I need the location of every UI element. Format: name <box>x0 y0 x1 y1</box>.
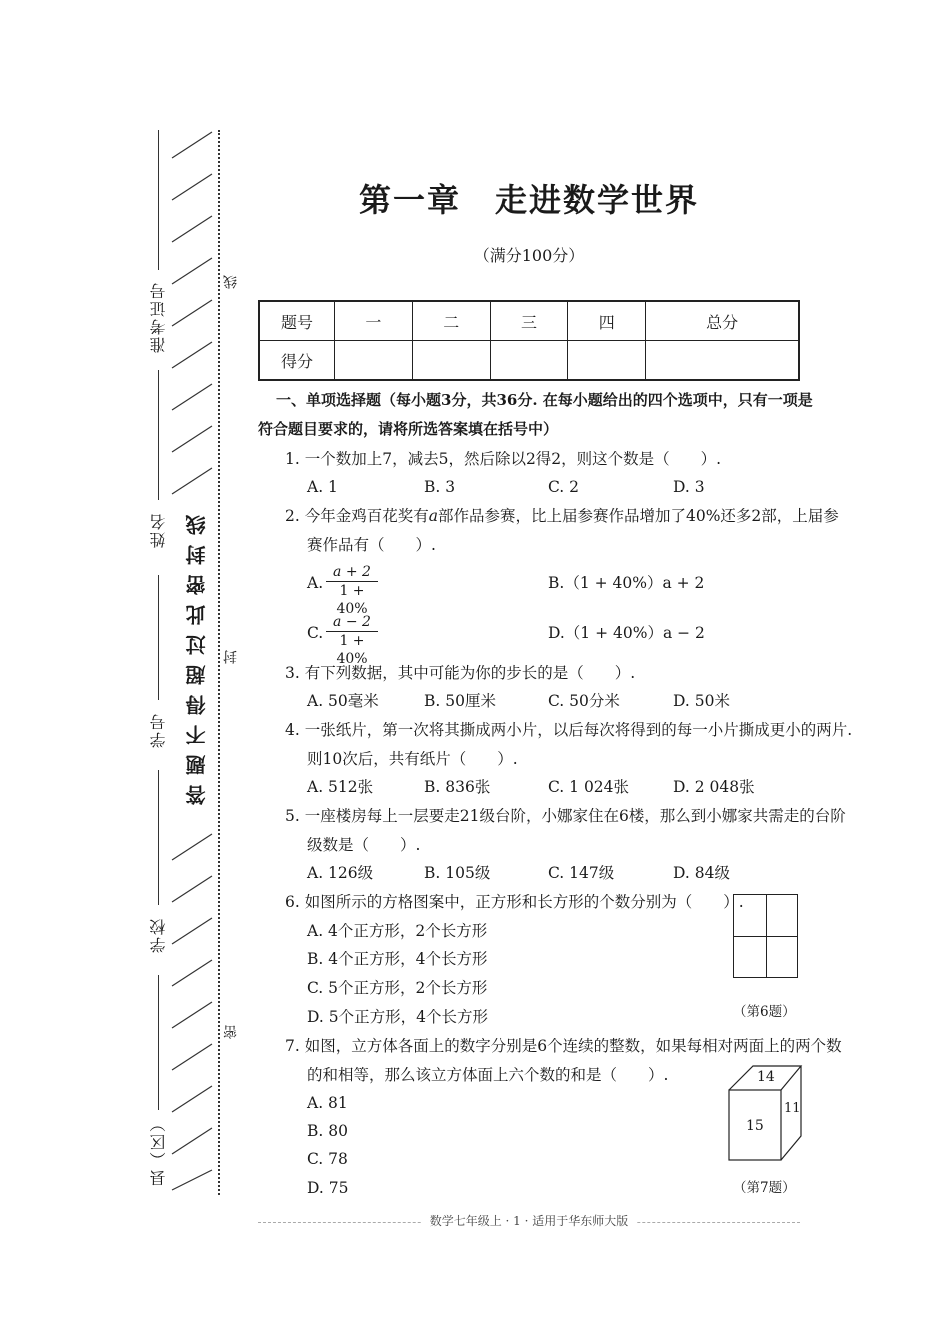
question-4: 4. 一张纸片，第一次将其撕成两小片，以后每次将得到的每一小片撕成更小的两片. <box>285 721 853 739</box>
q6-caption: （第6题） <box>733 1004 796 1020</box>
q7-cube-top-number: 14 <box>757 1069 775 1085</box>
page-footer <box>258 1212 800 1229</box>
score-cell: 题号 <box>259 301 335 341</box>
score-cell: 三 <box>490 301 568 341</box>
name-label: 姓名 <box>149 512 168 548</box>
q5-option-c: C. 147级 <box>548 864 615 882</box>
exam-no-blank <box>158 130 159 270</box>
q2-a-numerator: a + 2 <box>326 563 378 582</box>
q3-option-c: C. 50分米 <box>548 692 620 710</box>
q2-c-denominator: 1 + 40% <box>336 633 368 667</box>
score-table-header-row <box>259 301 799 341</box>
school-blank <box>158 770 159 905</box>
score-row-label: 得分 <box>259 341 335 381</box>
q3-option-d: D. 50米 <box>673 692 730 710</box>
q1-option-c: C. 2 <box>548 478 580 496</box>
q2-c-numerator: a − 2 <box>326 613 378 632</box>
binding-hatch-bottom <box>168 830 218 1195</box>
q3-option-b: B. 50厘米 <box>424 692 496 710</box>
q5-option-d: D. 84级 <box>673 864 730 882</box>
q6-option-a: A. 4个正方形，2个长方形 <box>307 922 488 940</box>
question-2 <box>285 505 839 527</box>
q7-cube-front-number: 15 <box>746 1118 764 1134</box>
score-input-cell[interactable] <box>568 341 646 381</box>
seal-dotted-line <box>218 130 220 1195</box>
exam-no-label: 准考证号 <box>149 281 168 353</box>
q1-option-d: D. 3 <box>673 478 705 496</box>
footer-text: 数学七年级上 · 1 · 适用于华东师大版 <box>422 1214 637 1228</box>
score-cell: 四 <box>568 301 646 341</box>
score-table-score-row <box>259 341 799 381</box>
score-input-cell[interactable] <box>412 341 490 381</box>
question-5-cont: 级数是（ ）. <box>307 836 421 854</box>
q5-option-b: B. 105级 <box>424 864 491 882</box>
q7-option-d: D. 75 <box>307 1179 349 1197</box>
q2-a-denominator: 1 + 40% <box>336 583 368 617</box>
q4-option-c: C. 1 024张 <box>548 778 630 796</box>
name-blank <box>158 370 159 500</box>
q2-option-a-label: A. <box>307 574 324 592</box>
score-cell: 总分 <box>646 301 799 341</box>
score-input-cell[interactable] <box>646 341 799 381</box>
score-input-cell[interactable] <box>335 341 413 381</box>
question-5: 5. 一座楼房每上一层要走21级台阶，小娜家住在6楼，那么到小娜家共需走的台阶 <box>285 807 846 825</box>
score-table <box>258 300 800 381</box>
q7-caption: （第7题） <box>733 1180 796 1196</box>
full-score-note: （满分100分） <box>473 246 585 265</box>
county-label: 县（区） <box>149 1114 168 1186</box>
q3-option-a: A. 50毫米 <box>307 692 379 710</box>
q6-option-b: B. 4个正方形，4个长方形 <box>307 950 488 968</box>
score-input-cell[interactable] <box>490 341 568 381</box>
q6-option-d: D. 5个正方形，4个长方形 <box>307 1008 488 1026</box>
section-heading: 一、单项选择题（每小题3分，共36分. 在每小题给出的四个选项中，只有一项是 <box>276 391 813 409</box>
question-6: 6. 如图所示的方格图案中，正方形和长方形的个数分别为（ ）. <box>285 893 744 911</box>
seal-notice: 答题不得超过此密封线 <box>185 505 209 805</box>
score-cell: 二 <box>412 301 490 341</box>
q2-text-a: 2. 今年金鸡百花奖有 <box>285 507 429 525</box>
county-blank <box>158 975 159 1110</box>
score-cell: 一 <box>335 301 413 341</box>
q6-grid-figure <box>733 894 798 978</box>
student-no-blank <box>158 575 159 700</box>
question-7: 7. 如图，立方体各面上的数字分别是6个连续的整数，如果每相对两面上的两个数 <box>285 1037 842 1055</box>
q7-cube-side-number: 11 <box>784 1101 801 1116</box>
q2-option-c-label: C. <box>307 624 324 642</box>
q7-option-c: C. 78 <box>307 1150 348 1168</box>
q2-option-b: B.（1 + 40%）a + 2 <box>548 574 705 592</box>
q2-var: a <box>428 507 438 525</box>
q7-option-a: A. 81 <box>307 1094 348 1112</box>
school-label: 学校 <box>149 917 168 953</box>
question-4-cont: 则10次后，共有纸片（ ）. <box>307 750 518 768</box>
question-1: 1. 一个数加上7，减去5，然后除以2得2，则这个数是（ ）. <box>285 450 722 468</box>
q1-option-a: A. 1 <box>307 478 338 496</box>
q7-option-b: B. 80 <box>307 1122 348 1140</box>
q2-option-c-fraction <box>326 613 378 668</box>
side-mark-seal: 封 <box>223 650 239 664</box>
q4-option-a: A. 512张 <box>307 778 374 796</box>
q4-option-b: B. 836张 <box>424 778 491 796</box>
q6-option-c: C. 5个正方形，2个长方形 <box>307 979 488 997</box>
q2-text-b: 部作品参赛，比上届参赛作品增加了40%还多2部，上届参 <box>437 507 839 525</box>
q1-option-b: B. 3 <box>424 478 456 496</box>
binding-hatch-top <box>168 128 218 508</box>
side-mark-secret: 密 <box>223 1025 239 1039</box>
side-mark-line: 线 <box>223 275 239 289</box>
q2-option-d: D.（1 + 40%）a − 2 <box>548 624 705 642</box>
q2-option-a-fraction <box>326 563 378 618</box>
page-title: 第一章 走进数学世界 <box>358 181 699 219</box>
question-7-cont: 的和相等，那么该立方体面上六个数的和是（ ）. <box>307 1066 669 1084</box>
question-2-cont: 赛作品有（ ）. <box>307 536 436 554</box>
q5-option-a: A. 126级 <box>307 864 374 882</box>
question-3: 3. 有下列数据，其中可能为你的步长的是（ ）. <box>285 664 636 682</box>
section-heading-cont: 符合题目要求的，请将所选答案填在括号中） <box>258 420 559 438</box>
q4-option-d: D. 2 048张 <box>673 778 755 796</box>
student-no-label: 学号 <box>149 712 168 748</box>
